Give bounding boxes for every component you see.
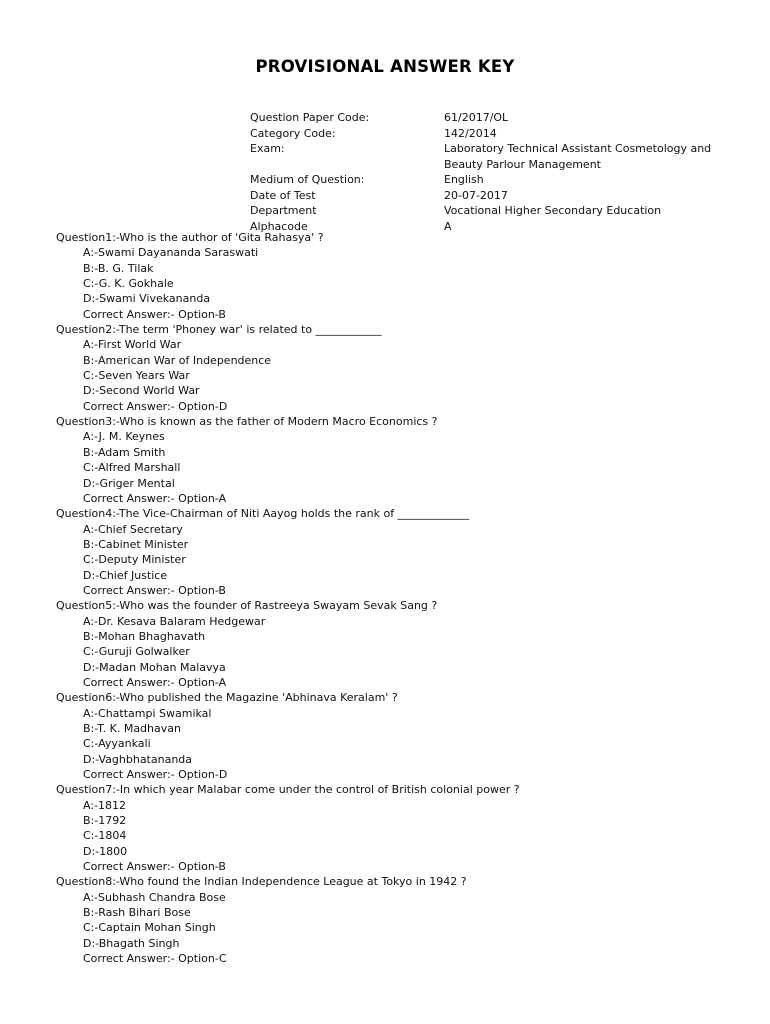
detail-label: Medium of Question: — [250, 173, 365, 186]
option-d: D:-Griger Mental — [83, 476, 175, 490]
option-a: A:-Dr. Kesava Balaram Hedgewar — [83, 614, 266, 628]
detail-value: Laboratory Technical Assistant Cosmetology and Beauty Parlour Management — [444, 142, 712, 171]
option-d: D:-Swami Vivekananda — [83, 292, 211, 306]
correct-answer: Correct Answer:- Option-B — [83, 583, 226, 597]
option-a: A:-Chattampi Swamikal — [83, 706, 212, 720]
detail-label: Department — [250, 204, 317, 217]
detail-label: Category Code: — [250, 126, 336, 140]
question-item — [56, 230, 746, 322]
detail-value: A — [444, 219, 452, 233]
option-a: A:-Swami Dayananda Saraswati — [83, 246, 259, 260]
option-b: B:-B. G. Tilak — [83, 261, 154, 275]
question-item — [56, 874, 746, 966]
question-item — [56, 782, 746, 874]
option-a: A:-Chief Secretary — [83, 522, 183, 536]
question-text: Question2:-The term 'Phoney war' is related to ____________ — [56, 323, 382, 337]
detail-value: 61/2017/OL — [444, 111, 509, 124]
detail-label: Alphacode — [250, 219, 308, 233]
detail-label: Exam: — [250, 142, 285, 155]
detail-value: Vocational Higher Secondary Education — [444, 204, 662, 217]
question-text: Question3:-Who is known as the father of Modern Macro Economics ? — [56, 415, 438, 429]
correct-answer: Correct Answer:- Option-B — [83, 307, 226, 321]
option-b: B:-Cabinet Minister — [83, 537, 189, 551]
question-text: Question1:-Who is the author of 'Gita Rahasya' ? — [56, 231, 324, 244]
detail-row-category-code — [250, 126, 720, 142]
correct-answer: Correct Answer:- Option-A — [83, 675, 227, 689]
question-item — [56, 322, 746, 414]
option-b: B:-T. K. Madhavan — [83, 722, 181, 735]
option-c: C:-G. K. Gokhale — [83, 277, 174, 291]
question-text: Question8:-Who found the Indian Independence League at Tokyo in 1942 ? — [56, 875, 467, 889]
question-text: Question5:-Who was the founder of Rastreeya Swayam Sevak Sang ? — [56, 599, 438, 613]
option-d: D:-Vaghbhatananda — [83, 752, 193, 766]
option-b: B:-1792 — [83, 814, 127, 828]
option-b: B:-Rash Bihari Bose — [83, 906, 191, 920]
detail-value: 142/2014 — [444, 126, 497, 140]
detail-label: Question Paper Code: — [250, 111, 370, 124]
option-c: C:-Captain Mohan Singh — [83, 921, 216, 935]
option-a: A:-Subhash Chandra Bose — [83, 890, 226, 904]
detail-row-exam — [250, 141, 720, 172]
question-item — [56, 506, 746, 598]
detail-value: English — [444, 173, 484, 186]
option-b: B:-Adam Smith — [83, 445, 166, 459]
detail-label: Date of Test — [250, 188, 316, 202]
question-item — [56, 414, 746, 506]
option-d: D:-1800 — [83, 844, 128, 858]
option-b: B:-Mohan Bhaghavath — [83, 629, 206, 643]
correct-answer: Correct Answer:- Option-C — [83, 952, 227, 966]
correct-answer: Correct Answer:- Option-D — [83, 399, 228, 413]
question-text: Question6:-Who published the Magazine 'Abhinava Keralam' ? — [56, 691, 398, 705]
option-c: C:-Ayyankali — [83, 737, 151, 751]
option-c: C:-Deputy Minister — [83, 553, 186, 567]
detail-row-paper-code — [250, 110, 720, 126]
detail-row-date — [250, 188, 720, 204]
option-c: C:-Alfred Marshall — [83, 461, 181, 475]
exam-details — [250, 110, 720, 234]
option-d: D:-Second World War — [83, 384, 200, 398]
option-b: B:-American War of Independence — [83, 353, 272, 367]
page-title: PROVISIONAL ANSWER KEY — [255, 57, 515, 76]
detail-row-medium — [250, 172, 720, 188]
option-c: C:-Seven Years War — [83, 369, 190, 383]
question-list — [56, 230, 746, 967]
question-item — [56, 690, 746, 782]
question-text: Question7:-In which year Malabar come under the control of British colonial power ? — [56, 783, 520, 797]
correct-answer: Correct Answer:- Option-B — [83, 860, 226, 874]
correct-answer: Correct Answer:- Option-A — [83, 491, 227, 505]
correct-answer: Correct Answer:- Option-D — [83, 768, 228, 782]
detail-value: 20-07-2017 — [444, 188, 508, 202]
option-a: A:-First World War — [83, 338, 182, 352]
detail-row-department — [250, 203, 720, 219]
option-c: C:-1804 — [83, 829, 127, 843]
option-a: A:-J. M. Keynes — [83, 430, 165, 444]
option-d: D:-Madan Mohan Malavya — [83, 660, 226, 674]
option-a: A:-1812 — [83, 798, 127, 812]
question-item — [56, 598, 746, 690]
option-d: D:-Chief Justice — [83, 568, 168, 582]
question-text: Question4:-The Vice-Chairman of Niti Aayog holds the rank of _____________ — [56, 507, 470, 521]
option-c: C:-Guruji Golwalker — [83, 645, 190, 659]
option-d: D:-Bhagath Singh — [83, 936, 180, 950]
